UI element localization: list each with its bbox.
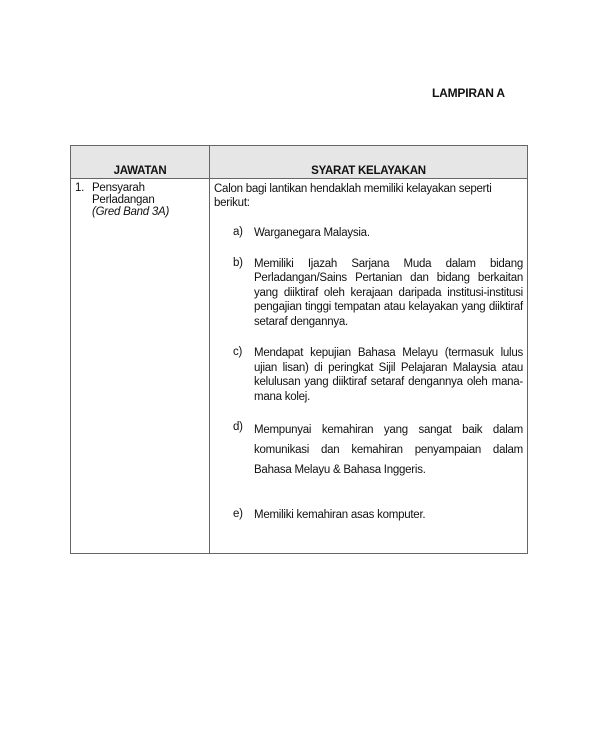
requirement-text: Memiliki kemahiran asas komputer. (254, 509, 426, 521)
list-item (214, 226, 523, 241)
list-marker: a) (233, 226, 243, 238)
page-title: LAMPIRAN A (432, 86, 505, 100)
jawatan-cell (71, 179, 210, 554)
header-syarat: SYARAT KELAYAKAN (210, 146, 528, 179)
list-item (214, 346, 523, 404)
jawatan-entry (75, 182, 205, 218)
requirement-text: Memiliki Ijazah Sarjana Muda dalam bidang Perladangan/Sains Pertanian dan bidang berkaitan yang diiktiraf oleh kerajaan daripada institusi-institusi pengajian tinggi tempatan atau kelayakan yang diiktiraf setaraf dengannya. (254, 257, 523, 328)
position-title: Pensyarah Perladangan (92, 182, 155, 206)
syarat-cell (210, 179, 528, 554)
requirements-list (214, 226, 523, 523)
list-item (214, 508, 523, 523)
requirements-intro: Calon bagi lantikan hendaklah memiliki kelayakan seperti berikut: (214, 183, 492, 209)
list-marker: e) (233, 508, 243, 520)
position-grade: (Gred Band 3A) (92, 206, 170, 218)
table-row (71, 179, 528, 554)
list-marker: c) (233, 346, 243, 358)
list-item (214, 257, 523, 330)
requirement-text: Mendapat kepujian Bahasa Melayu (termasuk lulus ujian lisan) di peringkat Sijil Pelajaran Malaysia atau kelulusan yang diiktiraf setaraf dengannya oleh mana-mana kolej. (254, 347, 523, 403)
row-number: 1. (75, 182, 85, 194)
list-marker: d) (233, 421, 243, 433)
requirement-text: Mempunyai kemahiran yang sangat baik dalam komunikasi dan kemahiran penyampaian dalam Bahasa Melayu & Bahasa Inggeris. (254, 424, 523, 476)
jawatan-block (92, 182, 205, 218)
list-item (214, 420, 523, 480)
list-marker: b) (233, 256, 243, 269)
table-header-row (71, 146, 528, 179)
requirement-text: Warganegara Malaysia. (254, 227, 370, 239)
requirements-table (70, 145, 528, 554)
header-jawatan: JAWATAN (71, 146, 210, 179)
